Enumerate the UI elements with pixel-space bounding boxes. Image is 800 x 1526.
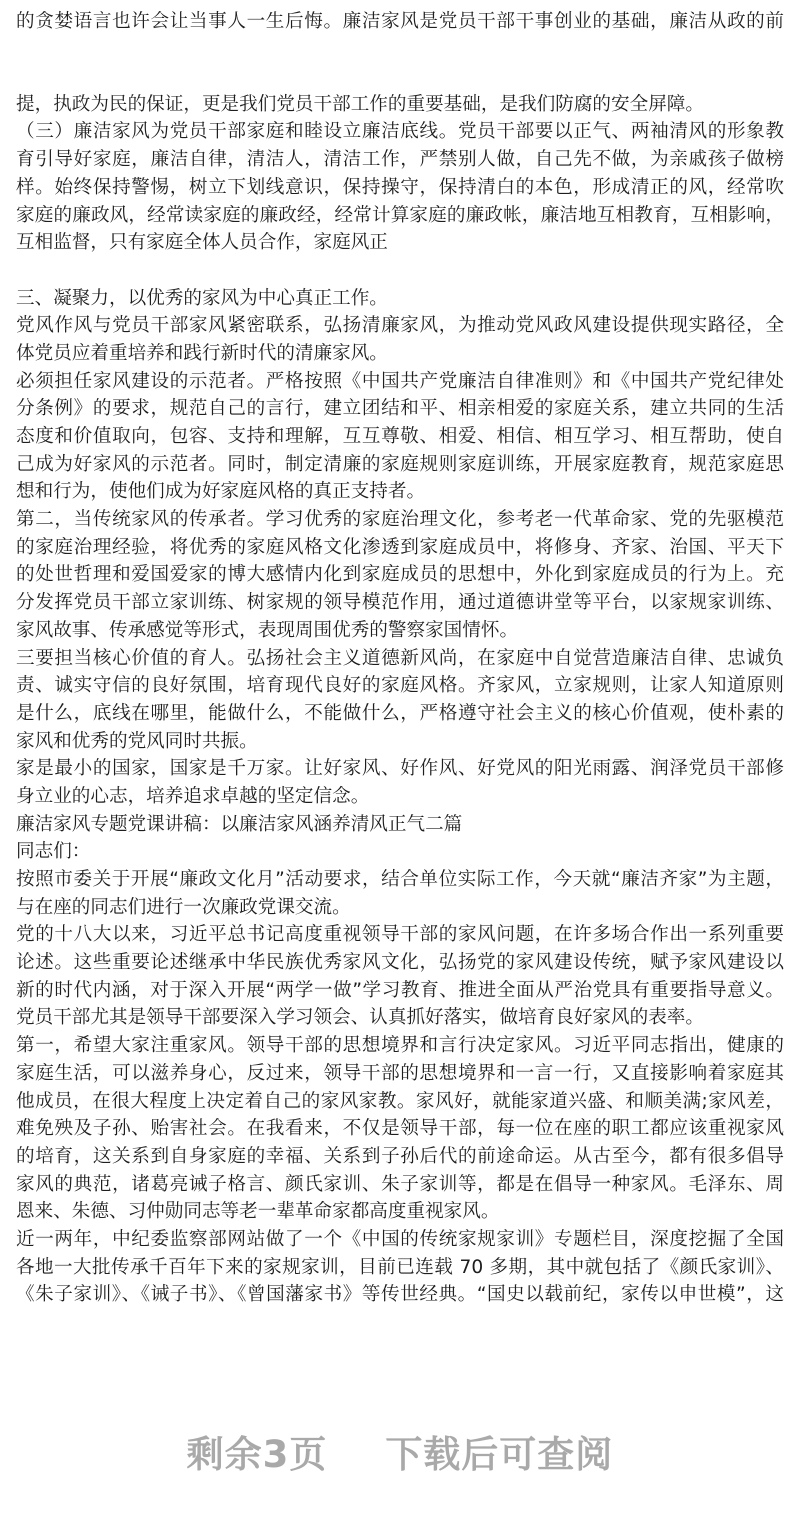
text-line: 身立业的心志，培养追求卓越的坚定信念。 (16, 785, 370, 807)
text-line: 党的十八大以来，习近平总书记高度重视领导干部的家风问题，在许多场合作出一系列重要 (16, 924, 784, 946)
paragraph (16, 285, 784, 313)
text-line: 想和行为，使他们成为好家庭风格的真正支持者。 (16, 481, 426, 503)
text-line: 态度和价值取向，包容、支持和理解，互互尊敬、相爱、相信、相互学习、相互帮助，使自 (16, 426, 784, 448)
remaining-pages-label[interactable]: 剩余3页 (186, 1433, 328, 1476)
paragraph (16, 506, 784, 644)
section-clean-family-line (16, 91, 784, 257)
text-line: 按照市委关于开展“廉政文化月”活动要求，结合单位实际工作，今天就“廉洁齐家”为主题， (16, 869, 784, 891)
text-line: 第一，希望大家注重家风。领导干部的思想境界和言行决定家风。习近平同志指出，健康的 (16, 1035, 784, 1057)
text-line: 难免殃及子孙、贻害社会。在我看来，不仅是领导干部，每一位在座的职工都应该重视家风 (16, 1118, 784, 1140)
paragraph (16, 1226, 784, 1309)
section-cohesion (16, 285, 784, 1309)
paragraph (16, 8, 784, 36)
text-line: 必须担任家风建设的示范者。严格按照《中国共产党廉洁自律准则》和《中国共产党纪律处 (16, 370, 784, 392)
text-line: 的培育，这关系到自身家庭的幸福、关系到子孙后代的前途命运。从古至今，都有很多倡导 (16, 1145, 784, 1167)
document-page (16, 0, 784, 1309)
text-line: （三）廉洁家风为党员干部家庭和睦设立廉洁底线。党员干部要以正气、两袖清风的形象教 (16, 121, 784, 143)
text-line: 论述。这些重要论述继承中华民族优秀家风文化，弘扬党的家风建设传统，赋予家风建设以 (16, 952, 784, 974)
text-line: 第二，当传统家风的传承者。学习优秀的家庭治理文化，参考老一代革命家、党的先驱模范 (16, 509, 784, 531)
text-line: 责、诚实守信的良好氛围，培育现代良好的家庭风格。齐家风，立家规则，让家人知道原则 (16, 675, 784, 697)
paragraph (16, 755, 784, 810)
text-line: 的家庭治理经验，将优秀的家庭风格文化渗透到家庭成员中，将修身、齐家、治国、平天下 (16, 536, 784, 558)
paragraph (16, 312, 784, 367)
paragraph (16, 921, 784, 1032)
paragraph (16, 838, 784, 866)
text-line: 三要担当核心价值的育人。弘扬社会主义道德新风尚，在家庭中自觉营造廉洁自律、忠诚负 (16, 647, 784, 669)
text-line: 《朱子家训》、《诫子书》、《曾国藩家书》等传世经典。“国史以载前纪，家传以申世模”，这 (16, 1284, 784, 1306)
cut-off-line (16, 0, 784, 8)
text-line: 的贪婪语言也许会让当事人一生后悔。廉洁家风是党员干部干事创业的基础，廉洁从政的前 (16, 10, 784, 32)
text-line: 党风作风与党员干部家风紧密联系，弘扬清廉家风，为推动党风政风建设提供现实路径，全 (16, 315, 784, 337)
text-line: 家庭生活，可以滋养身心，反过来，领导干部的思想境界和一言一行，又直接影响着家庭其 (16, 1062, 784, 1084)
text-line: 恩来、朱德、习仲勋同志等老一辈革命家都高度重视家风。 (16, 1201, 500, 1223)
text-line: 的处世哲理和爱国爱家的博大感情内化到家庭成员的思想中，外化到家庭成员的行为上。充 (16, 564, 784, 586)
paragraph (16, 118, 784, 256)
text-line: 提，执政为民的保证，更是我们党员干部工作的重要基础，是我们防腐的安全屏障。 (16, 93, 704, 115)
blank-gap (16, 35, 784, 90)
text-line: 近一两年，中纪委监察部网站做了一个《中国的传统家规家训》专题栏目，深度挖掘了全国 (16, 1228, 784, 1250)
text-line: 三、凝聚力，以优秀的家风为中心真正工作。 (16, 287, 388, 309)
text-line: 家风和优秀的党风同时共振。 (16, 730, 258, 752)
download-prompt[interactable] (0, 1424, 800, 1478)
text-line: 分发挥党员干部立家训练、树家规的领导模范作用，通过道德讲堂等平台，以家规家训练、 (16, 592, 784, 614)
paragraph (16, 368, 784, 506)
section-intro (16, 8, 784, 36)
text-line: 廉洁家风专题党课讲稿：以廉洁家风涵养清风正气二篇 (16, 813, 463, 835)
text-line: 党员干部尤其是领导干部要深入学习领会、认真抓好落实，做培育良好家风的表率。 (16, 1007, 704, 1029)
text-line: 家风故事、传承感觉等形式，表现周围优秀的警察家国情怀。 (16, 619, 519, 641)
text-line: 样。始终保持警惕，树立下划线意识，保持操守，保持清白的本色，形成清正的风，经常吹 (16, 176, 784, 198)
download-to-view-label[interactable]: 下载后可查阅 (385, 1433, 614, 1476)
text-line: 是什么，底线在哪里，能做什么，不能做什么，严格遵守社会主义的核心价值观，使朴素的 (16, 702, 784, 724)
text-line: 各地一大批传承千百年下来的家规家训，目前已连载 70 多期，其中就包括了《颜氏家训》、 (16, 1256, 784, 1278)
text-line: 分条例》的要求，规范自己的言行，建立团结和平、相亲相爱的家庭关系，建立共同的生活 (16, 398, 784, 420)
paragraph (16, 645, 784, 756)
paragraph (16, 866, 784, 921)
text-line: 互相监督，只有家庭全体人员合作，家庭风正 (16, 232, 388, 254)
paragraph (16, 1032, 784, 1226)
text-line: 家是最小的国家，国家是千万家。让好家风、好作风、好党风的阳光雨露、润泽党员干部修 (16, 758, 784, 780)
text-line: 体党员应着重培养和践行新时代的清廉家风。 (16, 342, 388, 364)
text-line: 新的时代内涵，对于深入开展“两学一做”学习教育、推进全面从严治党具有重要指导意义。 (16, 979, 784, 1001)
text-line: 育引导好家庭，廉洁自律，清洁人，清洁工作，严禁别人做，自己先不做，为亲戚孩子做榜 (16, 149, 784, 171)
text-line: 家风的典范，诸葛亮诫子格言、颜氏家训、朱子家训等，都是在倡导一种家风。毛泽东、周 (16, 1173, 784, 1195)
text-line: 与在座的同志们进行一次廉政党课交流。 (16, 896, 351, 918)
text-line: 同志们： (16, 841, 91, 863)
blank-gap (16, 257, 784, 285)
paragraph (16, 811, 784, 839)
text-line: 己成为好家风的示范者。同时，制定清廉的家庭规则家庭训练，开展家庭教育，规范家庭思 (16, 453, 784, 475)
text-line: 家庭的廉政风，经常读家庭的廉政经，经常计算家庭的廉政帐，廉洁地互相教育，互相影响， (16, 204, 784, 226)
paragraph (16, 91, 784, 119)
text-line: 他成员，在很大程度上决定着自己的家风家教。家风好，就能家道兴盛、和顺美满;家风差， (16, 1090, 784, 1112)
